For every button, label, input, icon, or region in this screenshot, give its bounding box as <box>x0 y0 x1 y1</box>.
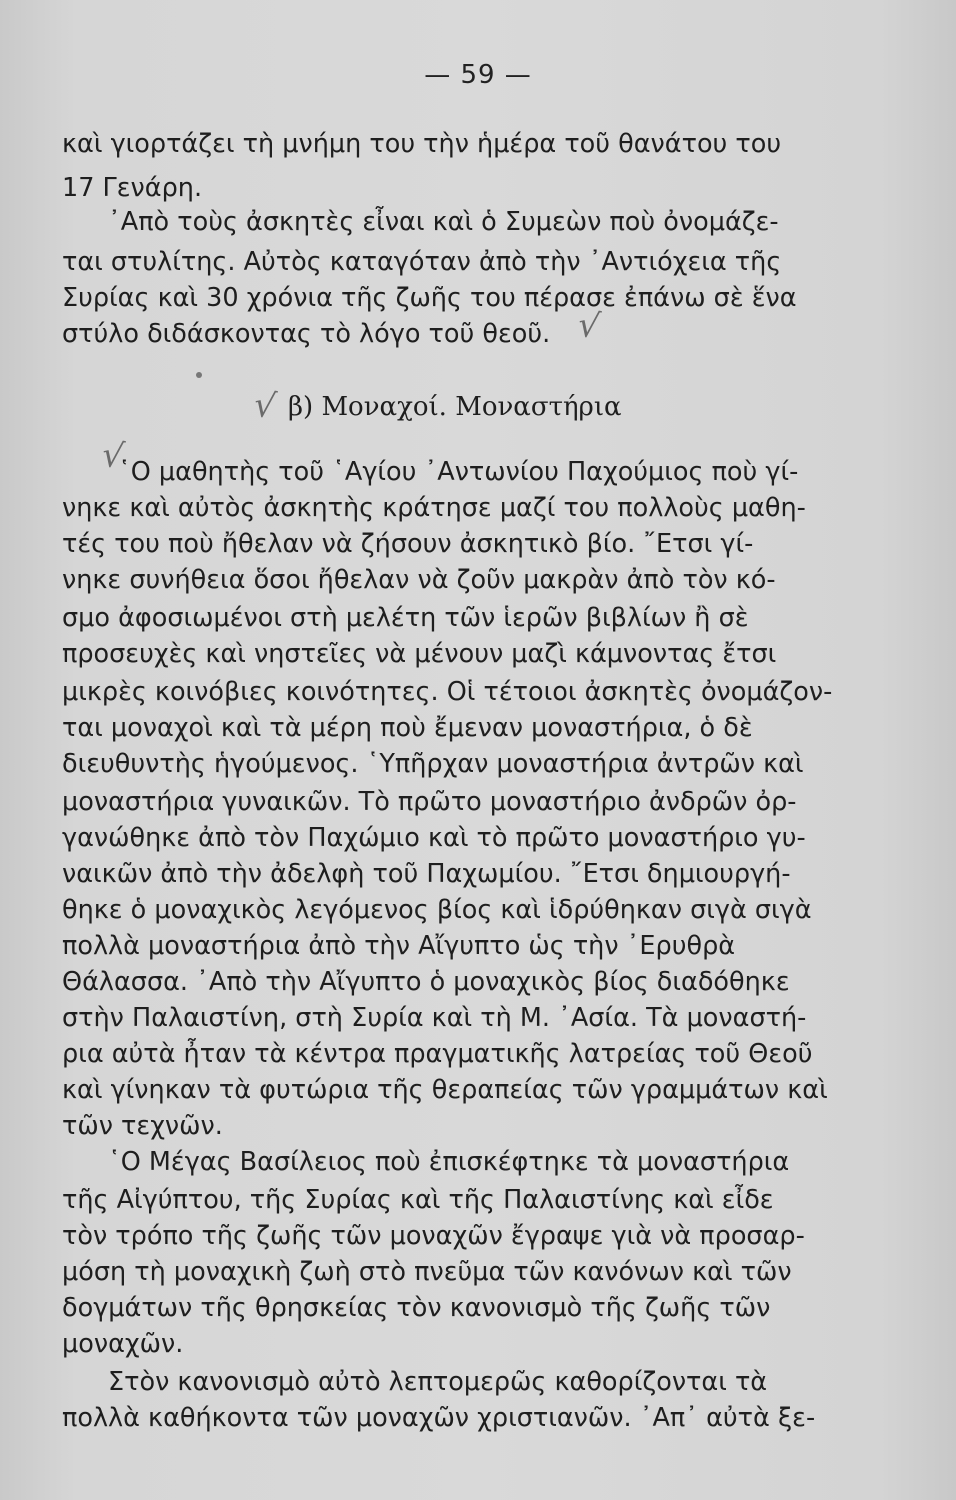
text-line: μικρὲς κοινόβιες κοινότητες. Οἱ τέτοιοι ἀσκητὲς ὀνομάζον- <box>62 677 833 707</box>
text-line: στὴν Παλαιστίνη, στὴ Συρία καὶ τὴ Μ. ᾿Ασία. Τὰ μοναστή- <box>62 1003 807 1033</box>
text-line: μοναστήρια γυναικῶν. Τὸ πρῶτο μοναστήριο ἀνδρῶν ὀρ- <box>62 787 797 817</box>
text-line: Θάλασσα. ᾿Απὸ τὴν Αἴγυπτο ὁ μοναχικὸς βίος διαδόθηκε <box>62 967 790 997</box>
text-line: τές του ποὺ ἤθελαν νὰ ζήσουν ἀσκητικὸ βίο. ῎Ετσι γί- <box>62 529 754 559</box>
text-line: διευθυντὴς ἡγούμενος. ῾Υπῆρχαν μοναστήρια ἀντρῶν καὶ <box>62 749 804 779</box>
check-mark: √ <box>99 434 127 478</box>
text-line: καὶ γίνηκαν τὰ φυτώρια τῆς θεραπείας τῶν γραμμάτων καὶ <box>62 1075 828 1105</box>
text-line: ῾Ο Μέγας Βασίλειος ποὺ ἐπισκέφτηκε τὰ μοναστήρια <box>108 1147 790 1177</box>
text-line: θηκε ὁ μοναχικὸς λεγόμενος βίος καὶ ἱδρύθηκαν σιγὰ σιγὰ <box>62 895 812 925</box>
text-line: μοναχῶν. <box>62 1329 184 1359</box>
text-line: μόση τὴ μοναχικὴ ζωὴ στὸ πνεῦμα τῶν κανόνων καὶ τῶν <box>62 1257 792 1287</box>
check-mark: √ <box>575 304 603 348</box>
text-line: γανώθηκε ἀπὸ τὸν Παχώμιο καὶ τὸ πρῶτο μοναστήριο γυ- <box>62 823 806 853</box>
text-line: ᾿Απὸ τοὺς ἀσκητὲς εἶναι καὶ ὁ Συμεὼν ποὺ ὀνομάζε- <box>108 207 779 237</box>
text-line: νηκε καὶ αὐτὸς ἀσκητὴς κράτησε μαζί του πολλοὺς μαθη- <box>62 493 806 523</box>
text-line: τῆς Αἰγύπτου, τῆς Συρίας καὶ τῆς Παλαιστίνης καὶ εἶδε <box>62 1185 774 1215</box>
text-line: ται στυλίτης. Αὐτὸς καταγόταν ἀπὸ τὴν ᾿Αντιόχεια τῆς <box>62 247 782 277</box>
text-line: ται μοναχοὶ καὶ τὰ μέρη ποὺ ἔμεναν μοναστήρια, ὁ δὲ <box>62 713 753 743</box>
check-mark: √ <box>251 384 279 428</box>
text-line: προσευχὲς καὶ νηστεῖες νὰ μένουν μαζὶ κάμνοντας ἔτσι <box>62 639 777 669</box>
ink-dot <box>196 372 202 378</box>
text-line: Συρίας καὶ 30 χρόνια τῆς ζωῆς του πέρασε ἐπάνω σὲ ἕνα <box>62 283 797 313</box>
text-line: πολλὰ μοναστήρια ἀπὸ τὴν Αἴγυπτο ὡς τὴν ᾿Ερυθρὰ <box>62 931 736 961</box>
text-line: τῶν τεχνῶν. <box>62 1111 223 1141</box>
text-line: τὸν τρόπο τῆς ζωῆς τῶν μοναχῶν ἔγραψε γιὰ νὰ προσαρ- <box>62 1221 805 1251</box>
text-line: νηκε συνήθεια ὅσοι ἤθελαν νὰ ζοῦν μακρὰν ἀπὸ τὸν κό- <box>62 565 776 595</box>
text-line: δογμάτων τῆς θρησκείας τὸν κανονισμὸ τῆς ζωῆς τῶν <box>62 1293 771 1323</box>
section-heading: β) Μοναχοί. Μοναστήρια <box>288 392 622 422</box>
text-line: ῾Ο μαθητὴς τοῦ ῾Αγίου ᾿Αντωνίου Παχούμιος ποὺ γί- <box>118 457 799 487</box>
text-line: καὶ γιορτάζει τὴ μνήμη του τὴν ἡμέρα τοῦ θανάτου του <box>62 129 782 159</box>
text-line: πολλὰ καθήκοντα τῶν μοναχῶν χριστιανῶν. ᾿Απ᾿ αὐτὰ ξε- <box>62 1403 816 1433</box>
text-line: σμο ἀφοσιωμένοι στὴ μελέτη τῶν ἱερῶν βιβλίων ἢ σὲ <box>62 603 749 633</box>
text-line: ναικῶν ἀπὸ τὴν ἀδελφὴ τοῦ Παχωμίου. ῎Ετσι δημιουργή- <box>62 859 791 889</box>
page-number: — 59 — <box>424 60 532 90</box>
text-line: 17 Γενάρη. <box>62 173 203 203</box>
text-line: ρια αὐτὰ ἦταν τὰ κέντρα πραγματικῆς λατρείας τοῦ Θεοῦ <box>62 1039 813 1069</box>
text-line: Στὸν κανονισμὸ αὐτὸ λεπτομερῶς καθορίζονται τὰ <box>108 1367 768 1397</box>
text-line: στύλο διδάσκοντας τὸ λόγο τοῦ θεοῦ. <box>62 319 551 349</box>
